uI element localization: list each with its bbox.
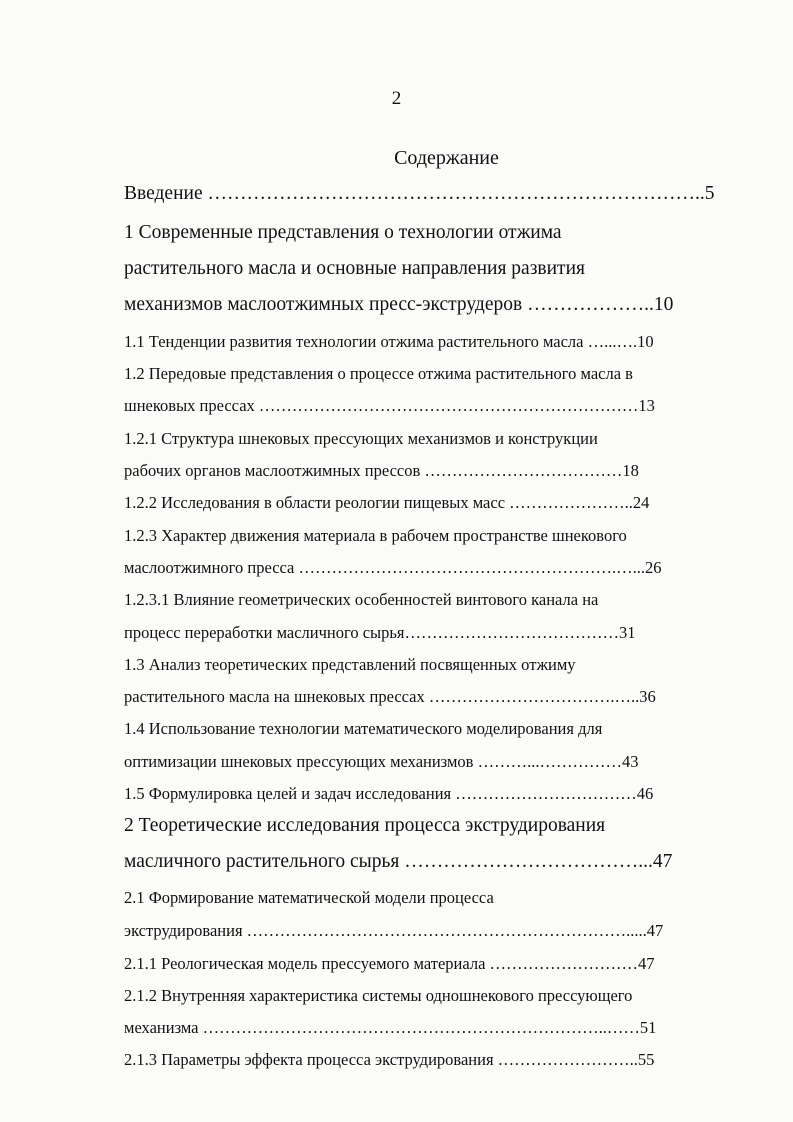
toc-entry: 1.2 Передовые представления о процессе отжима растительного масла в (124, 364, 633, 383)
toc-title: Содержание (394, 147, 499, 169)
toc-entry: 1.1 Тенденции развития технологии отжима растительного масла …...….10 (124, 332, 654, 351)
toc-entry: 1.3 Анализ теоретических представлений посвященных отжиму (124, 655, 576, 674)
toc-entry: рабочих органов маслоотжимных прессов ………………………………18 (124, 461, 639, 480)
toc-entry: 2.1.2 Внутренняя характеристика системы одношнекового прессующего (124, 986, 633, 1005)
page-number: 2 (391, 88, 402, 109)
toc-entry: оптимизации шнековых прессующих механизмов ………...……………43 (124, 752, 639, 771)
toc-entry: Введение …………………………………………………………………..5 (124, 183, 715, 204)
toc-entry: растительного масла на шнековых прессах …………………………….…..36 (124, 687, 656, 706)
toc-entry: 1.2.1 Структура шнековых прессующих механизмов и конструкции (124, 429, 598, 448)
toc-entry: 1.2.3.1 Влияние геометрических особенностей винтового канала на (124, 590, 599, 609)
toc-entry: механизма ………………………………………………………………..……51 (124, 1018, 657, 1037)
toc-entry: 1 Современные представления о технологии отжима (124, 222, 562, 243)
toc-entry: 2 Теоретические исследования процесса экструдирования (124, 815, 606, 836)
toc-entry: 2.1.1 Реологическая модель прессуемого материала ………………………47 (124, 954, 655, 973)
toc-entry: маслоотжимного пресса ………………………………………………….…...26 (124, 558, 662, 577)
toc-entry: 1.5 Формулировка целей и задач исследования ……………………………46 (124, 784, 654, 803)
toc-entry: 1.2.3 Характер движения материала в рабочем пространстве шнекового (124, 526, 627, 545)
toc-entry: 2.1 Формирование математической модели процесса (124, 888, 494, 907)
toc-entry: 1.4 Использование технологии математического моделирования для (124, 719, 603, 738)
toc-entry: процесс переработки масличного сырья…………………………………31 (124, 623, 636, 642)
toc-entry: экструдирования …………………………………………………………….....47 (124, 921, 664, 940)
toc-entry: растительного масла и основные направления развития (124, 258, 585, 279)
toc-entry: 1.2.2 Исследования в области реологии пищевых масс …………………..24 (124, 493, 650, 512)
toc-entry: механизмов маслоотжимных пресс-экструдеров ………………..10 (124, 294, 674, 315)
toc-entry: 2.1.3 Параметры эффекта процесса экструдирования ……………………..55 (124, 1050, 655, 1069)
toc-entry: шнековых прессах ……………………………………………………………13 (124, 396, 655, 415)
toc-entry: масличного растительного сырья ………………………………...47 (124, 851, 673, 872)
